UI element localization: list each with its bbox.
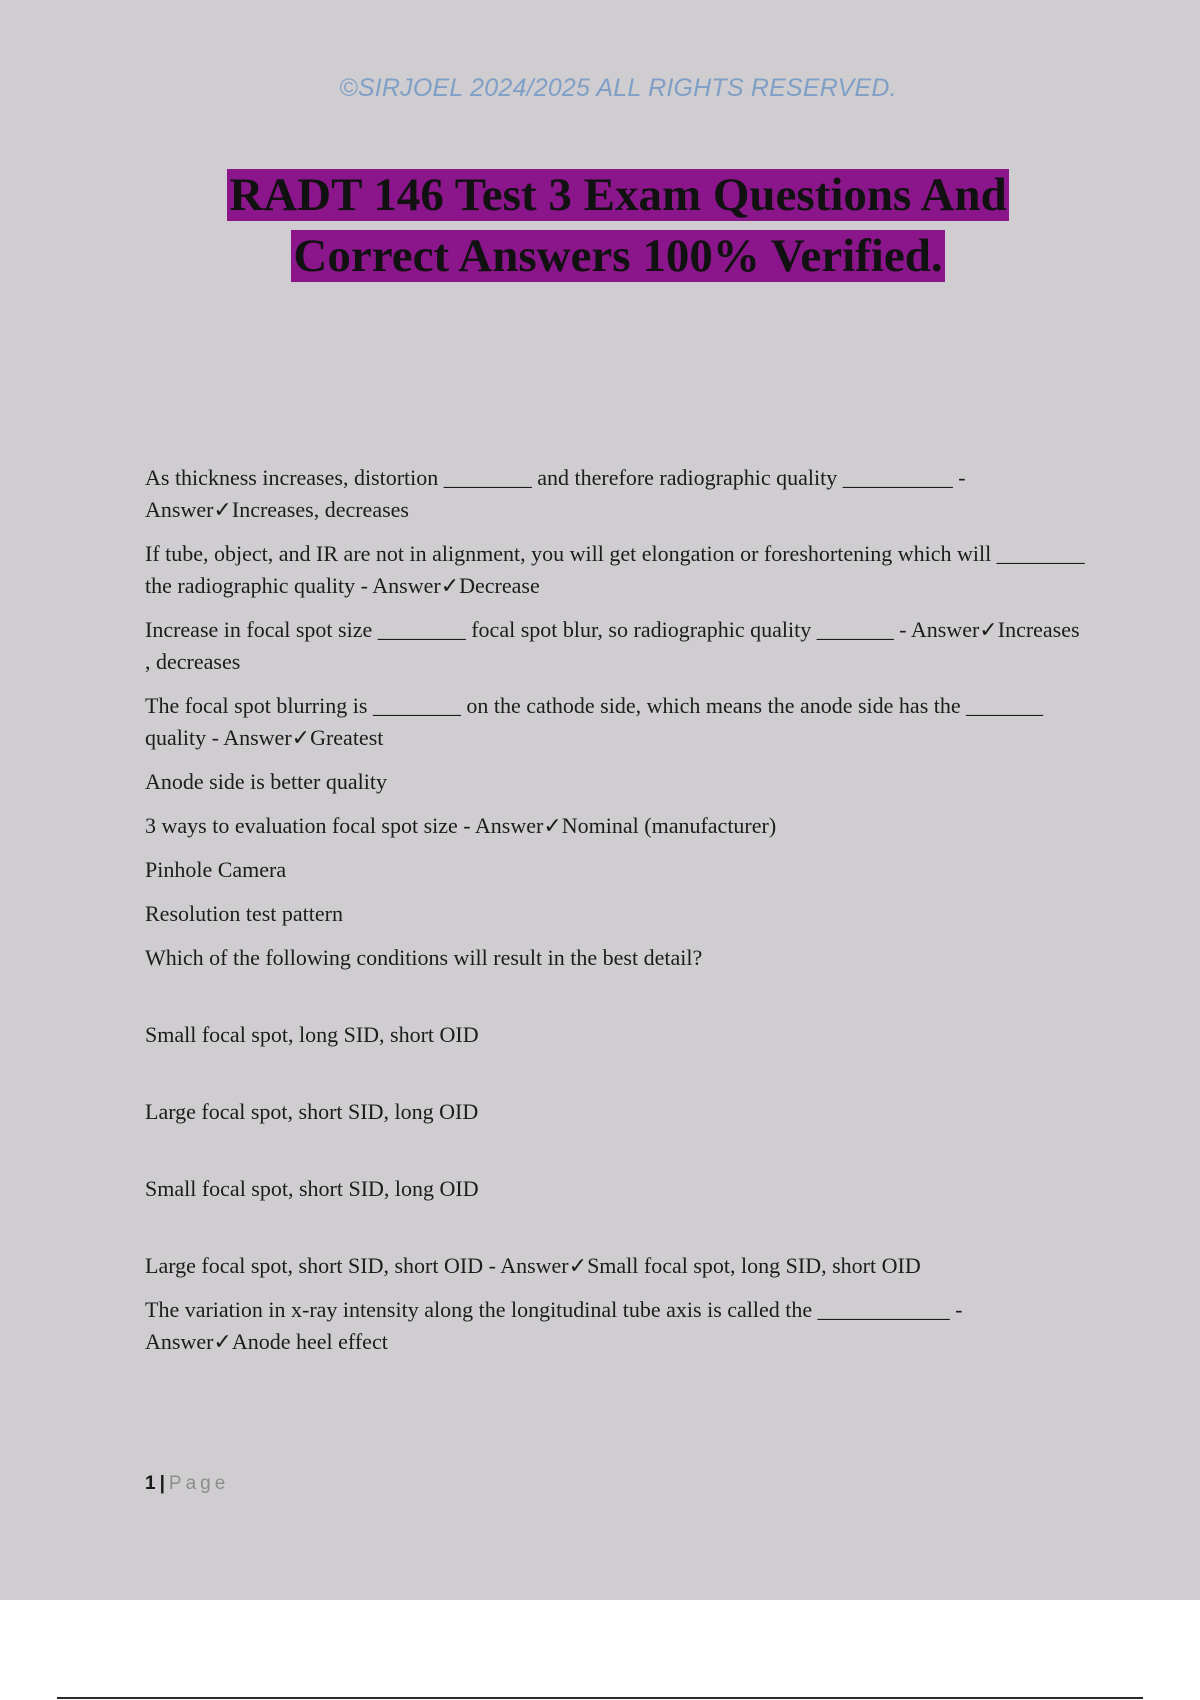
copyright-notice: ©SIRJOEL 2024/2025 ALL RIGHTS RESERVED.	[339, 74, 897, 102]
answer-option: Large focal spot, short SID, short OID - Answer✓Small focal spot, long SID, short OID	[145, 1253, 921, 1278]
answer-option: Small focal spot, long SID, short OID	[145, 1022, 479, 1047]
question-list	[145, 462, 1085, 1370]
paragraph: 3 ways to evaluation focal spot size - Answer✓Nominal (manufacturer)	[145, 813, 777, 838]
paragraph: Anode side is better quality	[145, 769, 387, 794]
page-number: 1	[145, 1473, 156, 1494]
title-line-2: Correct Answers 100% Verified.	[293, 230, 943, 282]
page-label: Page	[168, 1473, 230, 1494]
paragraph: Increase in focal spot size ________ focal spot blur, so radiographic quality _______ - Answer✓Increases , decreases	[145, 617, 1080, 674]
paragraph: If tube, object, and IR are not in alignment, you will get elongation or foreshortening which will ________ the radiographic quality - Answer✓Decrease	[145, 541, 1085, 598]
answer-option: Small focal spot, short SID, long OID	[145, 1176, 479, 1201]
document-title	[0, 165, 1200, 287]
bottom-divider	[57, 1697, 1143, 1699]
paragraph: As thickness increases, distortion ________ and therefore radiographic quality __________ - Answer✓Increases, decreases	[145, 465, 966, 522]
page-separator: |	[159, 1473, 165, 1494]
paragraph: Which of the following conditions will result in the best detail?	[145, 945, 703, 970]
paragraph: The variation in x-ray intensity along the longitudinal tube axis is called the ____________ - Answer✓Anode heel effect	[145, 1297, 963, 1354]
paragraph: The focal spot blurring is ________ on the cathode side, which means the anode side has the _______ quality - Answer✓Greatest	[145, 693, 1044, 750]
answer-option: Large focal spot, short SID, long OID	[145, 1099, 479, 1124]
page-footer	[145, 1473, 229, 1495]
title-line-1: RADT 146 Test 3 Exam Questions And	[229, 169, 1007, 221]
paragraph: Pinhole Camera	[145, 857, 287, 882]
paragraph: Resolution test pattern	[145, 901, 343, 926]
